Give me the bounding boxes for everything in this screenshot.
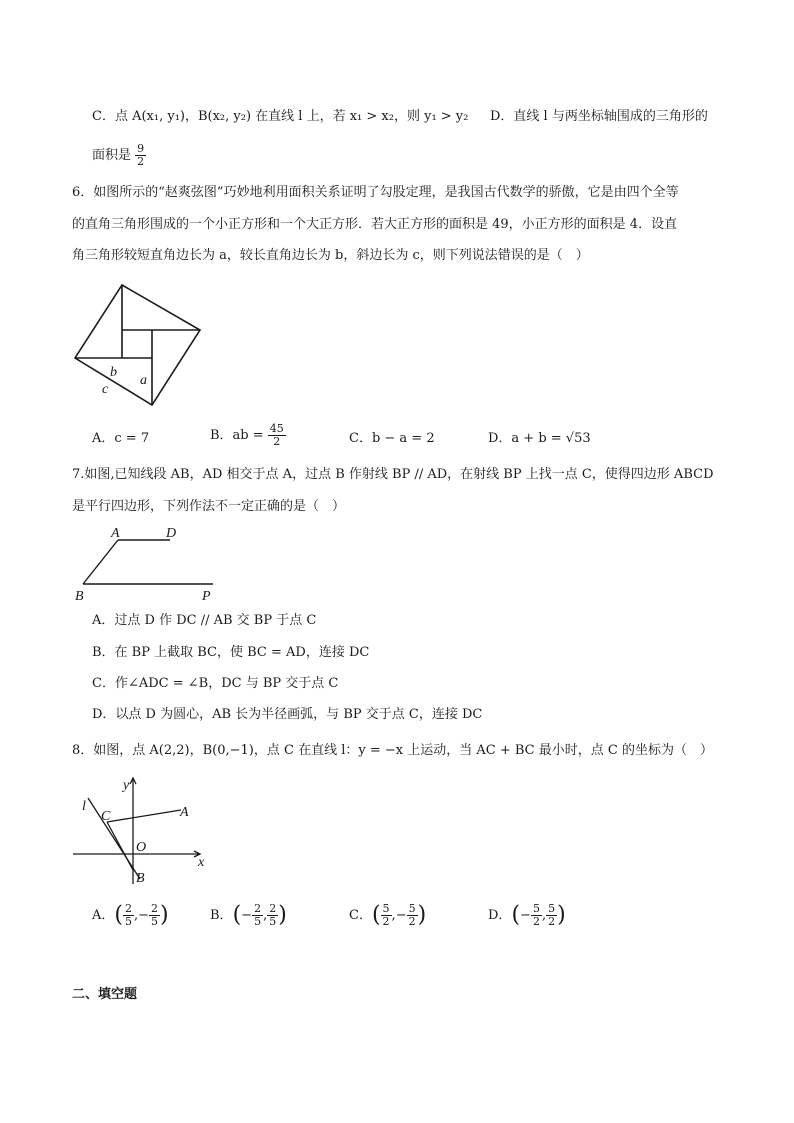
q8-option-b-frac2 [267,903,278,928]
q6-label-a: a [140,373,147,388]
q5-option-d-numerator: 9 [137,142,145,155]
q6-stem-line1: 6．如图所示的“赵爽弦图”巧妙地利用面积关系证明了勾股定理，是我国古代数学的骄傲，它是由四个全等 [72,185,679,200]
q8-option-c-den2: 2 [408,915,416,928]
q8-label-o: O [136,840,147,855]
q7-label-b: B [75,589,84,604]
q8-option-b-num1: 2 [254,902,262,915]
q8-option-a: A．( $\frac{2}{5}$ ,− $\frac{2}{5}$ ) [92,902,169,928]
q8-option-d-frac2 [546,903,557,928]
q8-option-d: D．(− $\frac{5}{2}$ , $\frac{5}{2}$ ) [488,902,566,928]
q8-option-b-den1: 5 [254,915,262,928]
q7-stem-line1: 7.如图,已知线段 AB，AD 相交于点 A，过点 B 作射线 BP // AD，在射线 BP 上找一点 C，使得四边形 ABCD [72,467,714,482]
q6-option-c: C．b − a = 2 [349,431,435,446]
q8-option-a-sign2: − [138,908,150,923]
q6-zhao-shuang-figure [70,280,210,410]
q7-option-d: D．以点 D 为圆心，AB 长为半径画弧，与 BP 交于点 C，连接 DC [92,707,483,722]
q8-option-d-sign1: − [520,908,531,923]
q8-option-c-den1: 2 [382,915,390,928]
q7-option-a: A．过点 D 作 DC // AB 交 BP 于点 C [92,613,317,628]
q6-label-c: c [102,382,109,397]
q8-option-d-den1: 2 [532,915,540,928]
q8-option-c-frac1 [381,903,392,928]
q8-option-d-num2: 5 [548,902,556,915]
q6-big-square [75,285,200,405]
q8-option-c-rparen: ) [417,902,427,928]
q6-option-b [210,423,286,448]
q6-stem-line3: 角三角形较短直角边长为 a，较长直角边长为 b，斜边长为 c，则下列说法错误的是（ ） [72,248,589,263]
q5-option-d-line2 [92,143,146,168]
q8-label-l: l [82,799,86,814]
q8-option-a-label: A． [92,908,115,923]
q8-option-a-den1: 5 [124,915,132,928]
q7-label-a: A [111,526,120,541]
q8-option-b: B．(− $\frac{2}{5}$ , $\frac{2}{5}$ ) [210,902,287,928]
q6-option-b-numerator: 45 [269,422,284,435]
q8-option-a-den2: 5 [151,915,159,928]
q8-option-a-frac1 [123,903,134,928]
q6-label-b: b [110,365,117,380]
q8-option-d-den2: 2 [548,915,556,928]
q7-option-c: C．作∠ADC = ∠B，DC 与 BP 交于点 C [92,676,339,691]
q8-option-d-frac1 [531,903,542,928]
q8-option-a-rparen: ) [160,902,169,928]
q6-stem-line2: 的直角三角形围成的一个小正方形和一个大正方形．若大正方形的面积是 49，小正方形的面积是 4．设直 [72,217,678,232]
q6-option-a: A．c = 7 [92,431,150,446]
q8-option-c-label: C． [349,908,372,923]
q8-option-b-frac1 [252,903,263,928]
q8-option-d-lparen: ( [511,902,521,928]
q5-option-c: C．点 A(x₁, y₁)，B(x₂, y₂) 在直线 l 上，若 x₁ > x₂，则 y₁ > y₂ [92,109,469,124]
q6-option-b-denominator: 2 [273,435,281,448]
q5-option-d-denominator: 2 [137,155,145,168]
q8-option-d-rparen: ) [557,902,566,928]
q8-option-a-num2: 2 [151,902,159,915]
q6-option-b-text: B．ab = [210,428,264,443]
q7-label-d: D [166,526,177,541]
q5-option-d-fraction [135,143,146,168]
q7-label-p: P [202,589,211,604]
q8-option-a-num1: 2 [124,902,132,915]
q8-option-c-num1: 5 [382,902,390,915]
q8-option-c-frac2 [407,903,418,928]
q8-option-b-rparen: ) [278,902,287,928]
q7-figure [70,522,230,604]
q8-label-y: y [123,778,130,793]
q8-option-a-frac2 [149,903,160,928]
q8-label-b: B [136,871,145,886]
q8-stem-line1: 8．如图，点 A(2,2)，B(0,−1)，点 C 在直线 l：y = −x 上运动，当 AC + BC 最小时，点 C 的坐标为（ ） [72,743,713,758]
q5-option-d-line1: D．直线 l 与两坐标轴围成的三角形的 [490,109,708,124]
q8-coordinate-figure [70,772,210,890]
q8-option-b-sign1: − [241,908,253,923]
q8-option-c-num2: 5 [408,902,416,915]
q8-label-c: C [101,809,111,824]
q8-option-b-num2: 2 [269,902,277,915]
q8-label-a: A [180,805,189,820]
section-heading-fill-in: 二、填空题 [72,987,138,1002]
q8-option-d-label: D． [488,908,512,923]
q8-option-b-den2: 5 [269,915,277,928]
q8-option-d-num1: 5 [532,902,540,915]
q6-option-d: D．a + b = √53 [488,431,591,446]
q8-option-c-lparen: ( [371,902,381,928]
q8-option-c: C．( $\frac{5}{2}$ ,− $\frac{5}{2}$ ) [349,902,427,928]
q7-option-b: B．在 BP 上截取 BC，使 BC = AD，连接 DC [92,645,370,660]
q8-option-b-lparen: ( [232,902,242,928]
q8-option-b-label: B． [210,908,233,923]
q6-option-b-fraction [268,423,286,448]
q7-stem-line2: 是平行四边形，下列作法不一定正确的是（ ） [72,499,346,514]
q8-label-x: x [198,855,205,870]
q5-option-d-text: 面积是 [92,148,132,163]
q8-option-c-sign2: − [395,908,407,923]
q8-option-a-lparen: ( [114,902,123,928]
